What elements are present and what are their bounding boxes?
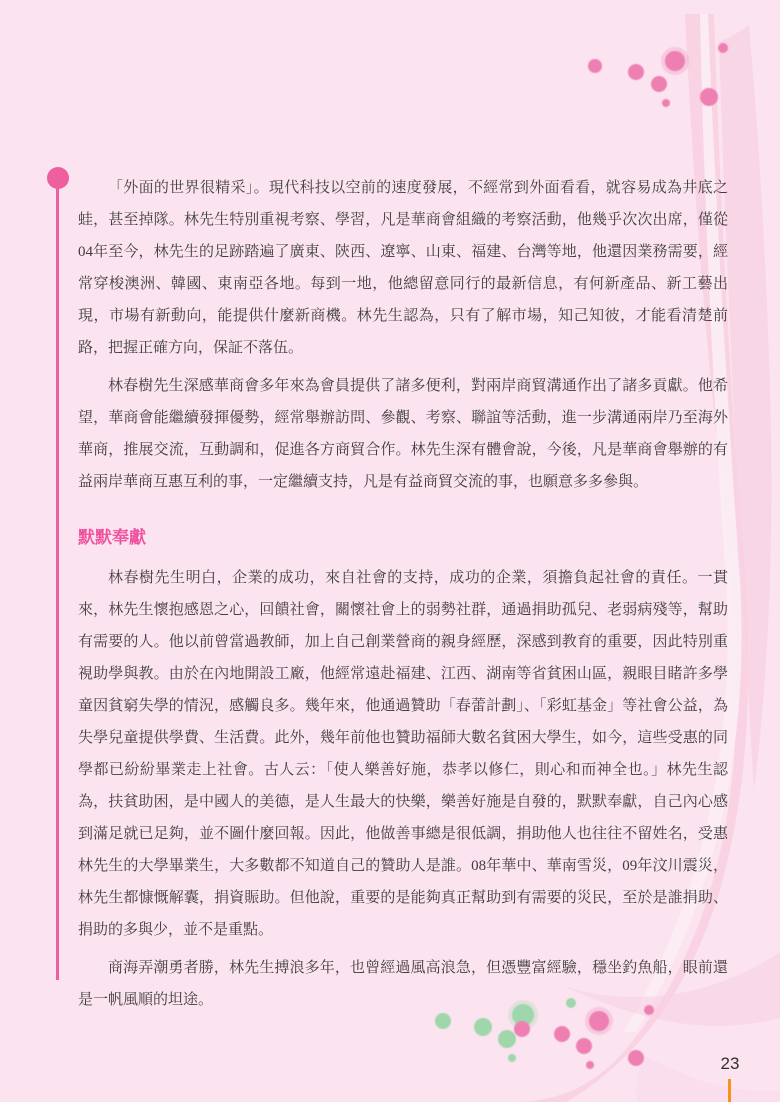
vertical-rule bbox=[56, 182, 59, 980]
page-number-rule bbox=[728, 1079, 731, 1102]
paragraph: 林春樹先生深感華商會多年來為會員提供了諸多便利，對兩岸商貿溝通作出了諸多貢獻。他希望，華商會能繼續發揮優勢，經常舉辦訪問、參觀、考察、聯誼等活動，進一步溝通兩岸乃至海外華商，推展交流，互動調和，促進各方商貿合作。林先生深有體會說，今後，凡是華商會舉辦的有益兩岸華商互惠互利的事，一定繼續支持，凡是有益商貿交流的事，也願意多多參與。 bbox=[78, 378, 728, 490]
pink-dot bbox=[554, 1026, 570, 1042]
green-dot bbox=[498, 1030, 516, 1048]
paragraph: 「外面的世界很精采」。現代科技以空前的速度發展，不經常到外面看看，就容易成為井底之蛙，甚至掉隊。林先生特別重視考察、學習，凡是華商會組織的考察活動，他幾乎次次出席，僅從04年至今，林先生的足跡踏遍了廣東、陝西、遼寧、山東、福建、台灣等地，他還因業務需要，經常穿梭澳洲、韓國、東南亞各地。每到一地，他總留意同行的最新信息，有何新產品、新工藝出現，市場有新動向，能提供什麼新商機。林先生認為，只有了解市場，知己知彼，才能看清楚前路，把握正確方向，保証不落伍。 bbox=[78, 180, 728, 356]
article-body bbox=[78, 172, 728, 1016]
green-dot bbox=[474, 1018, 492, 1036]
pink-dot bbox=[665, 51, 685, 71]
pink-dot bbox=[586, 1061, 594, 1069]
pink-dot bbox=[662, 99, 670, 107]
pink-dot bbox=[700, 88, 718, 106]
page-number: 23 bbox=[720, 1054, 740, 1073]
paragraph: 商海弄潮勇者勝，林先生搏浪多年，也曾經過風高浪急，但憑豐富經驗，穩坐釣魚船，眼前還是一帆風順的坦途。 bbox=[78, 960, 728, 1008]
pink-dot bbox=[651, 76, 667, 92]
section-heading: 默默奉獻 bbox=[78, 528, 146, 547]
paragraph: 林春樹先生明白，企業的成功，來自社會的支持，成功的企業，須擔負起社會的責任。一貫來，林先生懷抱感恩之心，回饋社會，關懷社會上的弱勢社群，通過捐助孤兒、老弱病殘等，幫助有需要的人。他以前曾當過教師，加上自己創業營商的親身經歷，深感到教育的重要，因此特別重視助學與教。由於在內地開設工廠，他經常遠赴福建、江西、湖南等省貧困山區，親眼目睹許多學童因貧窮失學的情況，感觸良多。幾年來，他通過贊助「春蕾計劃」、「彩虹基金」等社會公益，為失學兒童提供學費、生活費。此外，幾年前他也贊助福師大數名貧困大學生，如今，這些受惠的同學都已紛紛畢業走上社會。古人云：「使人樂善好施，恭孝以修仁，則心和而神全也。」林先生認為，扶貧助困，是中國人的美德，是人生最大的快樂，樂善好施是自發的，默默奉獻，自己內心感到滿足就已足夠，並不圖什麼回報。因此，他做善事總是很低調，捐助他人也往往不留姓名，受惠林先生的大學畢業生，大多數都不知道自己的贊助人是誰。08年華中、華南雪災，09年汶川震災，林先生都慷慨解囊，捐資賑助。但他說，重要的是能夠真正幫助到有需要的災民，至於是誰捐助、捐助的多與少，並不是重點。 bbox=[78, 570, 728, 938]
pink-dot bbox=[576, 1038, 592, 1054]
pink-dot bbox=[628, 1050, 644, 1066]
pink-dot bbox=[628, 64, 644, 80]
pink-dot bbox=[718, 43, 728, 53]
green-dot bbox=[508, 1054, 516, 1062]
pink-dot bbox=[588, 59, 602, 73]
pink-dot bbox=[514, 1021, 530, 1037]
